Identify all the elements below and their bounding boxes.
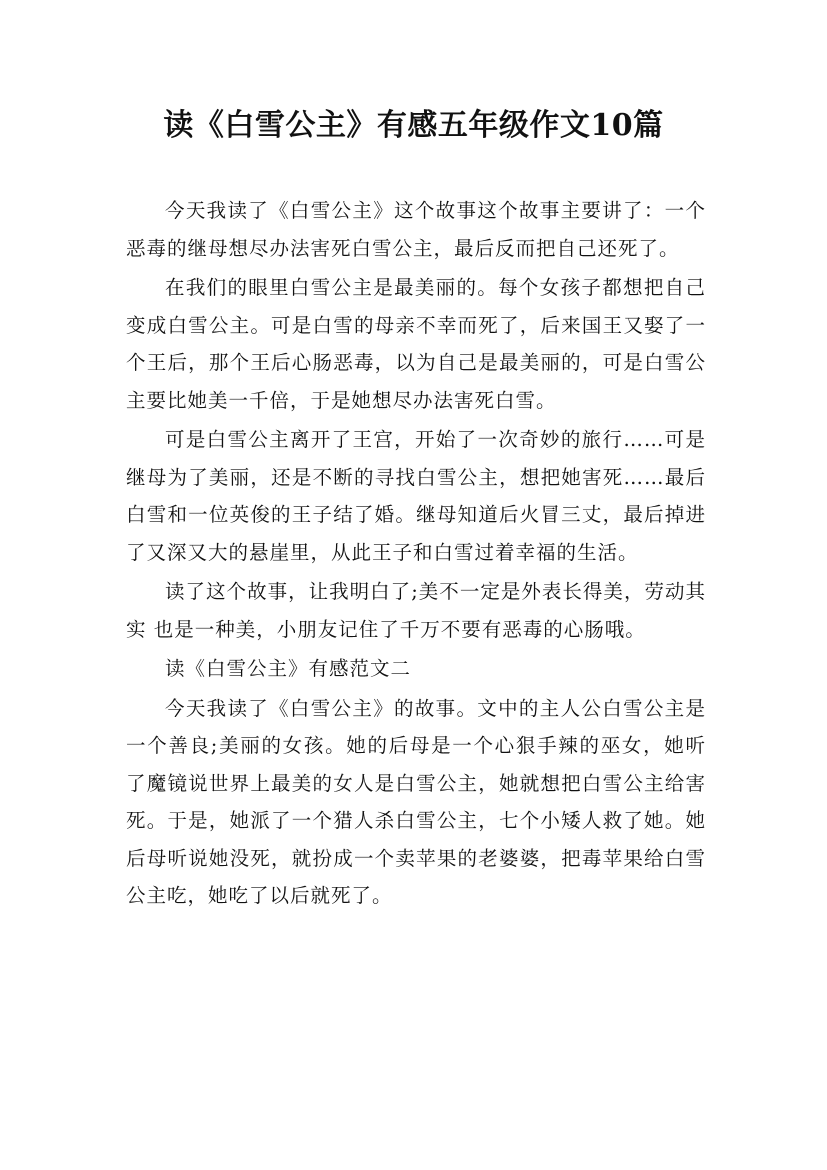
paragraph-3: 可是白雪公主离开了王宫，开始了一次奇妙的旅行……可是继母为了美丽，还是不断的寻找白雪公主，想把她害死……最后白雪和一位英俊的王子结了婚。继母知道后火冒三丈，最后掉进了又深又大的悬崖里，从此王子和白雪过着幸福的生活。 xyxy=(126,428,706,564)
page-title: 读《白雪公主》有感五年级作文10篇 xyxy=(163,108,664,143)
paragraph-1: 今天我读了《白雪公主》这个故事这个故事主要讲了：一个恶毒的继母想尽办法害死白雪公主，最后反而把自己还死了。 xyxy=(126,199,706,260)
paragraph-2: 在我们的眼里白雪公主是最美丽的。每个女孩子都想把自己变成白雪公主。可是白雪的母亲不幸而死了，后来国王又娶了一个王后，那个王后心肠恶毒，以为自己是最美丽的，可是白雪公主要比她美一千倍，于是她想尽办法害死白雪。 xyxy=(126,276,706,412)
paragraph-5: 今天我读了《白雪公主》的故事。文中的主人公白雪公主是一个善良;美丽的女孩。她的后母是一个心狠手辣的巫女，她听了魔镜说世界上最美的女人是白雪公主，她就想把白雪公主给害死。于是，她派了一个猎人杀白雪公主，七个小矮人救了她。她后母听说她没死，就扮成一个卖苹果的老婆婆，把毒苹果给白雪公主吃，她吃了以后就死了。 xyxy=(126,696,706,907)
paragraph-4: 读了这个故事，让我明白了;美不一定是外表长得美，劳动其实 也是一种美，小朋友记住了千万不要有恶毒的心肠哦。 xyxy=(126,580,706,641)
section-heading: 读《白雪公主》有感范文二 xyxy=(165,657,412,680)
document-body xyxy=(126,192,706,917)
